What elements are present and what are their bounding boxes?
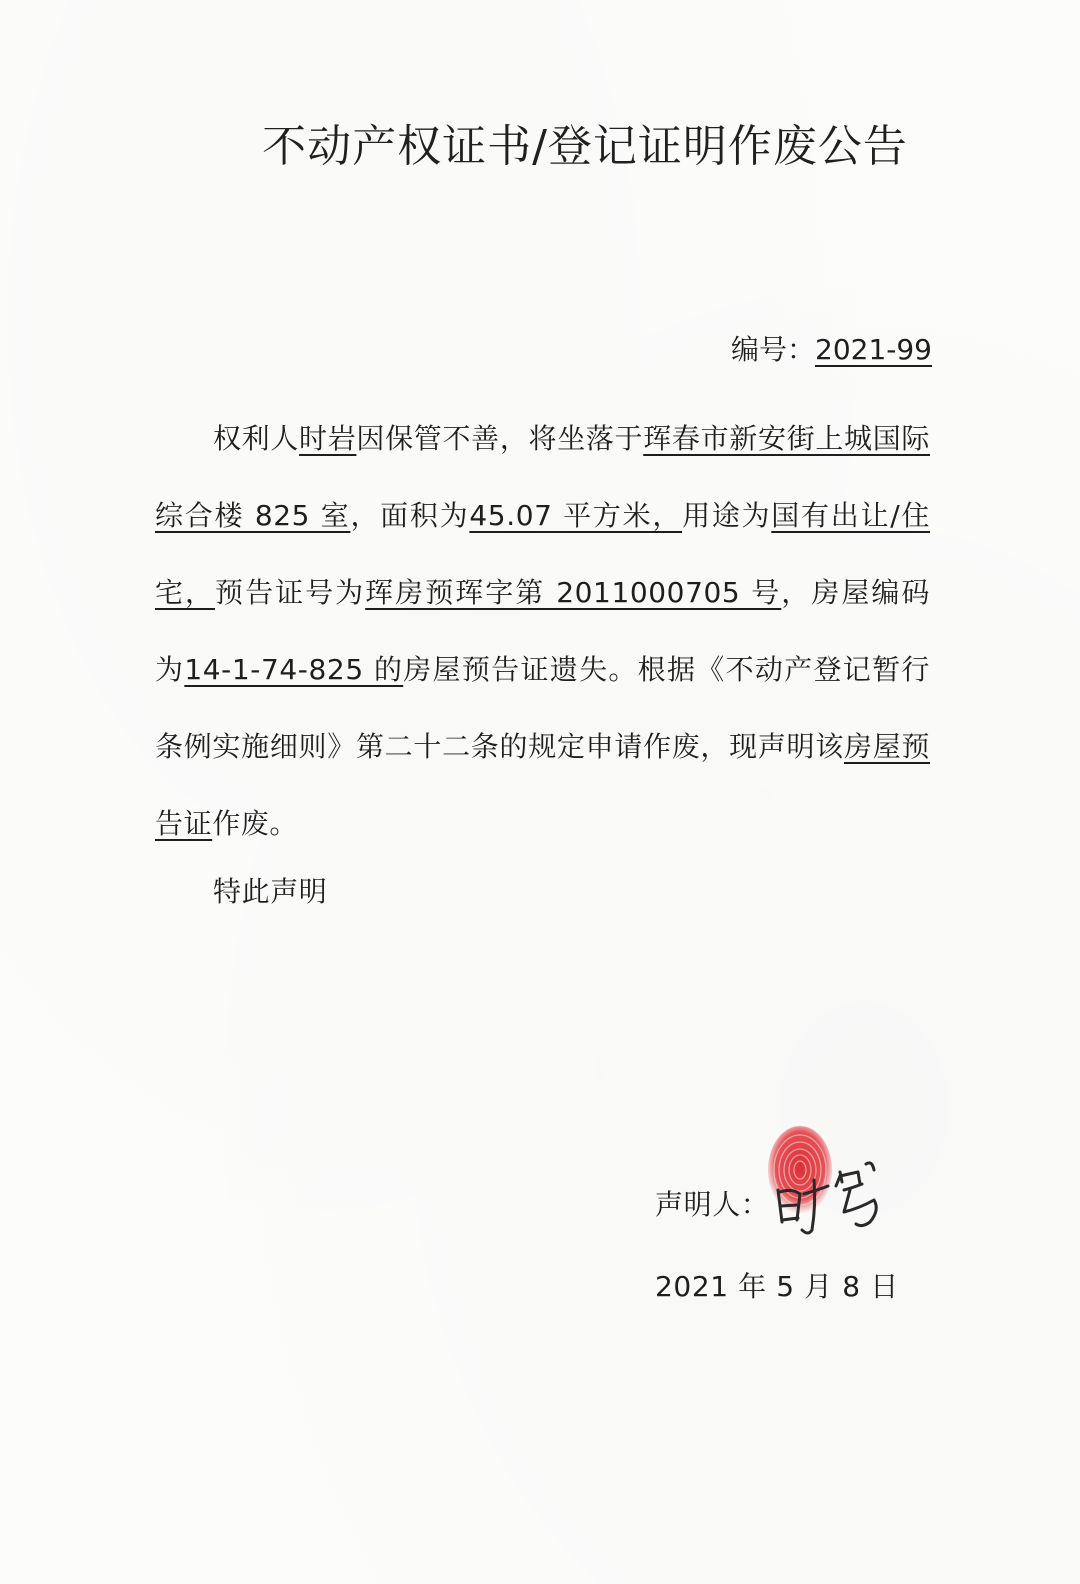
body-text-2: 因保管不善，将坐落于 (356, 422, 644, 455)
owner-name: 时岩 (299, 422, 357, 455)
body-text-6: ，房屋编码为 (155, 576, 930, 686)
property-usage: 国有出让/住宅， (155, 499, 930, 609)
announcement-body (155, 400, 930, 862)
document-title: 不动产权证书/登记证明作废公告 (262, 121, 908, 172)
property-area: 45.07 平方米， (469, 499, 683, 532)
declarant-label: 声明人： (655, 1188, 770, 1221)
certificate-number: 珲房预珲字第 2011000705 号 (365, 576, 782, 609)
body-text-4: 用途为 (682, 499, 772, 532)
body-text-5: 预告证号为 (215, 576, 366, 609)
document-number (731, 328, 932, 368)
handwritten-signature (770, 1150, 900, 1240)
number-value: 2021-99 (815, 333, 932, 366)
closing-statement: 特此声明 (213, 875, 328, 908)
body-text-8: 作废。 (212, 807, 299, 840)
voided-item: 房屋预告证 (155, 730, 930, 840)
number-label: 编号： (730, 333, 815, 366)
body-text-1: 权利人 (213, 422, 300, 455)
declaration-date: 2021 年 5 月 8 日 (655, 1270, 899, 1303)
body-text-7: 房屋预告证遗失。根据《不动产登记暂行条例实施细则》第二十二条的规定申请作废，现声明该 (155, 653, 930, 763)
body-text-3: ，面积为 (350, 499, 470, 532)
house-code: 14-1-74-825 的 (184, 653, 404, 686)
property-location: 珲春市新安街上城国际综合楼 825 室 (155, 422, 930, 532)
